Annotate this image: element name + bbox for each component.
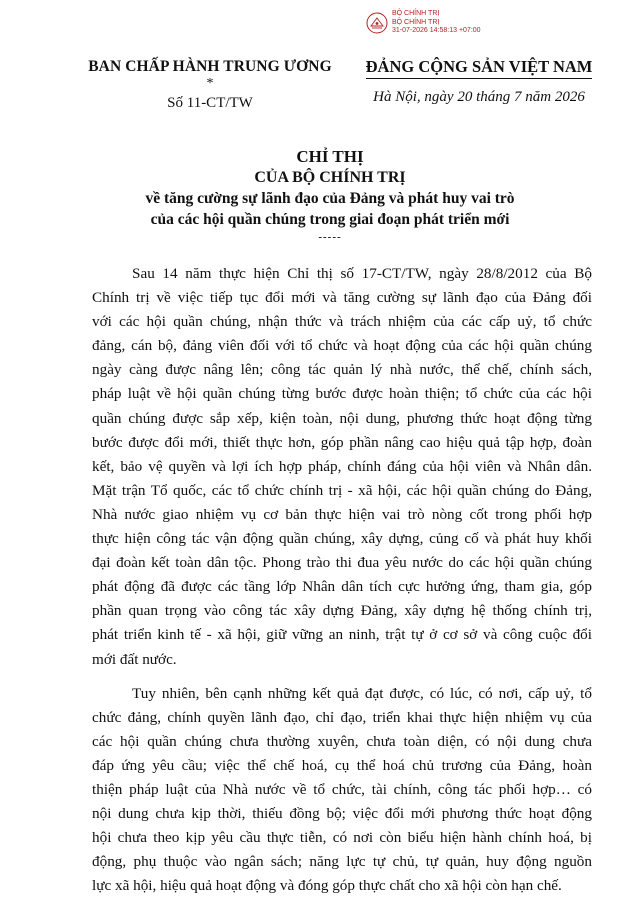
body-paragraph bbox=[92, 682, 592, 899]
document-subject-line: của các hội quần chúng trong giai đoạn phát triển mới bbox=[150, 211, 510, 228]
document-subject-line: về tăng cường sự lãnh đạo của Đảng và phát huy vai trò bbox=[145, 190, 515, 207]
signature-line-2: BỘ CHÍNH TRỊ bbox=[392, 18, 440, 26]
paragraph-line: Chính trị về việc tiếp tục đổi mới và tăng cường sự lãnh đạo của Đảng đối bbox=[92, 289, 592, 307]
paragraph-line: mới đất nước. bbox=[92, 650, 177, 668]
paragraph-line: Nhà nước giao nhiệm vụ cơ bản thực hiện vai trò nòng cốt trong phối hợp bbox=[92, 505, 592, 523]
paragraph-line: quần chúng được sắp xếp, kiện toàn, nội dung, phương thức hoạt động từng bbox=[92, 409, 592, 427]
paragraph-line: Mặt trận Tổ quốc, các tổ chức chính trị - xã hội, các hội quần chúng do Đảng, bbox=[92, 481, 592, 499]
paragraph-line: phát triển kinh tế - xã hội, giữ vững an ninh, trật tự ở cơ sở và công cuộc đổi bbox=[92, 626, 592, 644]
title-block bbox=[80, 146, 580, 244]
paragraph-line: Sau 14 năm thực hiện Chỉ thị số 17-CT/TW, ngày 28/8/2012 của Bộ bbox=[132, 265, 592, 282]
paragraph-line: ngày càng được nâng lên; công tác quản lý nhà nước, thể chế, chính sách, bbox=[92, 361, 592, 379]
party-name: ĐẢNG CỘNG SẢN VIỆT NAM bbox=[366, 58, 593, 79]
paragraph-line: pháp luật về hội quần chúng từng bước được hoàn thiện; tổ chức của các hội bbox=[92, 385, 592, 403]
paragraph-line: hội chưa theo kịp yêu cầu thực tiễn, có nơi còn biểu hiện hành chính hoá, bị bbox=[92, 829, 592, 847]
digital-signature-stamp bbox=[366, 10, 546, 48]
place-date: Hà Nội, ngày 20 tháng 7 năm 2026 bbox=[373, 89, 585, 105]
paragraph-line: đại đoàn kết toàn dân tộc. Phong trào thi đua yêu nước do các hội quần chúng bbox=[92, 554, 592, 572]
paragraph-line: động, phụ thuộc vào ngân sách; năng lực tự chủ, tự quản, huy động nguồn bbox=[92, 853, 592, 871]
signature-line-1: BỘ CHÍNH TRỊ bbox=[392, 10, 440, 17]
paragraph-line: phần quan trọng vào công tác xây dựng Đảng, xây dựng hệ thống chính trị, bbox=[92, 602, 592, 620]
signature-text bbox=[392, 10, 481, 36]
header-right bbox=[356, 58, 602, 106]
paragraph-line: nội dung chưa kịp thời, thiếu đồng bộ; việc đổi mới phương thức hoạt động bbox=[92, 805, 592, 823]
paragraph-line: đáp ứng yêu cầu; việc thể chế hoá, cụ thể hoá chủ trương của Đảng, hoàn bbox=[92, 756, 592, 774]
paragraph-line: phát động đã được các tầng lớp Nhân dân tích cực hưởng ứng, tham gia, góp bbox=[92, 578, 592, 596]
body-paragraph bbox=[92, 262, 592, 672]
paragraph-line: Tuy nhiên, bên cạnh những kết quả đạt được, có lúc, có nơi, cấp uỷ, tổ bbox=[132, 684, 592, 702]
paragraph-line: các hội quần chúng chưa thường xuyên, chưa toàn diện, có nội dung chưa bbox=[92, 732, 592, 750]
paragraph-line: thực hiện công tác vận động quần chúng, xây dựng, củng cố và phát huy khối bbox=[92, 530, 592, 548]
paragraph-line: chức đảng, chính quyền lãnh đạo, chỉ đạo, triển khai thực hiện nhiệm vụ của bbox=[92, 708, 592, 726]
issuing-organization: BAN CHẤP HÀNH TRUNG ƯƠNG bbox=[88, 58, 332, 75]
paragraph-line: thiện pháp luật của Nhà nước về tổ chức, tài chính, công tác phối hợp… có bbox=[92, 780, 592, 798]
document-type: CHỈ THỊ bbox=[296, 147, 364, 166]
paragraph-line: kết, bảo vệ quyền và lợi ích hợp pháp, chính đáng của hội viên và Nhân dân. bbox=[92, 457, 592, 475]
document-number: Số 11-CT/TW bbox=[167, 95, 253, 111]
signature-timestamp: 31-07-2026 14:58:13 +07:00 bbox=[392, 27, 481, 34]
paragraph-line: bước được đổi mới, thiết thực hơn, góp phần nâng cao hiệu quả tập hợp, đoàn bbox=[92, 433, 592, 451]
paragraph-line: với các hội quần chúng, nhận thức và trách nhiệm của các cấp uỷ, tổ chức bbox=[92, 313, 592, 331]
body-text bbox=[92, 262, 592, 908]
party-emblem-icon bbox=[366, 12, 388, 34]
title-divider: ----- bbox=[318, 231, 342, 243]
document-issuer: CỦA BỘ CHÍNH TRỊ bbox=[254, 169, 406, 186]
header-left bbox=[70, 58, 350, 112]
paragraph-line: lực xã hội, hiệu quả hoạt động và đóng góp thực chất cho xã hội còn hạn chế. bbox=[92, 877, 562, 895]
paragraph-line: đảng, cán bộ, đảng viên đối với tổ chức và hoạt động của các hội quần chúng bbox=[92, 337, 592, 355]
star-separator: * bbox=[206, 76, 214, 91]
